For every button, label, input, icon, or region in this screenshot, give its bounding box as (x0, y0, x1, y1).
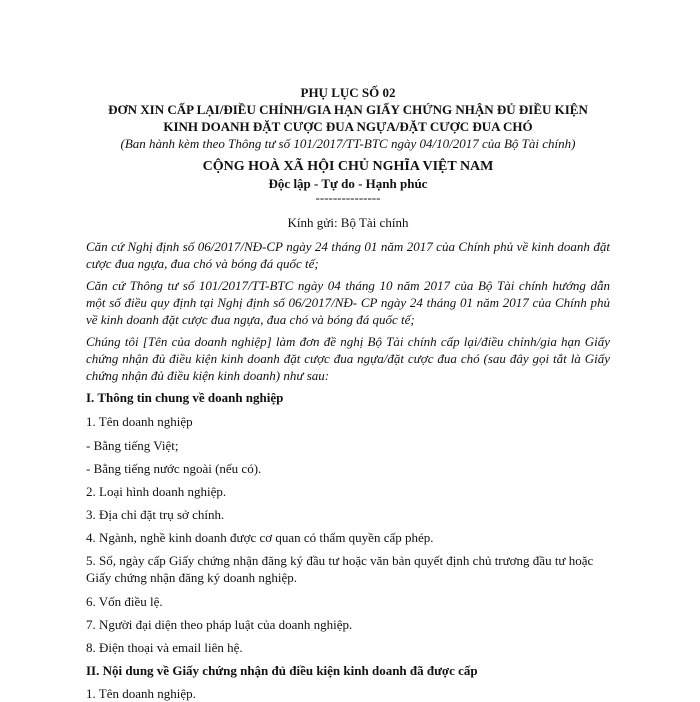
list-item: 1. Tên doanh nghiệp (86, 414, 193, 429)
list-item: 6. Vốn điều lệ. (86, 594, 163, 609)
list-item: 4. Ngành, nghề kinh doanh được cơ quan có thẩm quyền cấp phép. (86, 530, 434, 545)
section-2-title: II. Nội dung về Giấy chứng nhận đủ điều kiện kinh doanh đã được cấp (86, 663, 478, 678)
list-item: 5. Số, ngày cấp Giấy chứng nhận đăng ký đầu tư hoặc văn bản quyết định chủ trương đầu tư hoặc Giấy chứng nhận đăng ký doanh nghiệp. (86, 553, 594, 585)
list-item: 2. Loại hình doanh nghiệp. (86, 484, 227, 499)
request-statement: Chúng tôi [Tên của doanh nghiệp] làm đơn đề nghị Bộ Tài chính cấp lại/điều chỉnh/gia hạn Giấy chứng nhận đủ điều kiện kinh doanh đặt cược đua ngựa/đặt cược đua chó (sau đây gọi tắt là Giấy chứng nhận đủ điều kiện kinh doanh) như sau: (86, 334, 610, 383)
republic-title: CỘNG HOÀ XÃ HỘI CHỦ NGHĨA VIỆT NAM (202, 159, 494, 174)
separator: --------------- (315, 190, 381, 205)
list-item: - Bằng tiếng nước ngoài (nếu có). (86, 461, 262, 476)
appendix-title: PHỤ LỤC SỐ 02 (300, 85, 396, 100)
legal-basis-2: Căn cứ Thông tư số 101/2017/TT-BTC ngày 04 tháng 10 năm 2017 của Bộ Tài chính hướng dẫn một số điều quy định tại Nghị định số 06/2017/NĐ- CP ngày 24 tháng 01 năm 2017 của Chính phủ về kinh doanh đặt cược đua ngựa, đua chó và bóng đá quốc tế; (86, 278, 610, 327)
list-item: 1. Tên doanh nghiệp. (86, 686, 196, 701)
list-item: 8. Điện thoại và email liên hệ. (86, 640, 243, 655)
motto: Độc lập - Tự do - Hạnh phúc (268, 176, 428, 191)
form-title-line2: KINH DOANH ĐẶT CƯỢC ĐUA NGỰA/ĐẶT CƯỢC ĐUA CHÓ (163, 119, 533, 134)
list-item: - Bằng tiếng Việt; (86, 438, 179, 453)
issued-note: (Ban hành kèm theo Thông tư số 101/2017/TT-BTC ngày 04/10/2017 của Bộ Tài chính) (120, 136, 576, 151)
section-1-title: I. Thông tin chung về doanh nghiệp (86, 390, 284, 405)
list-item: 7. Người đại diện theo pháp luật của doanh nghiệp. (86, 617, 353, 632)
legal-basis-1: Căn cứ Nghị định số 06/2017/NĐ-CP ngày 24 tháng 01 năm 2017 của Chính phủ về kinh doanh đặt cược đua ngựa, đua chó và bóng đá quốc tế; (86, 239, 610, 271)
form-title-line1: ĐƠN XIN CẤP LẠI/ĐIỀU CHỈNH/GIA HẠN GIẤY CHỨNG NHẬN ĐỦ ĐIỀU KIỆN (108, 102, 588, 117)
recipient: Kính gửi: Bộ Tài chính (287, 215, 409, 230)
list-item: 3. Địa chỉ đặt trụ sở chính. (86, 507, 225, 522)
